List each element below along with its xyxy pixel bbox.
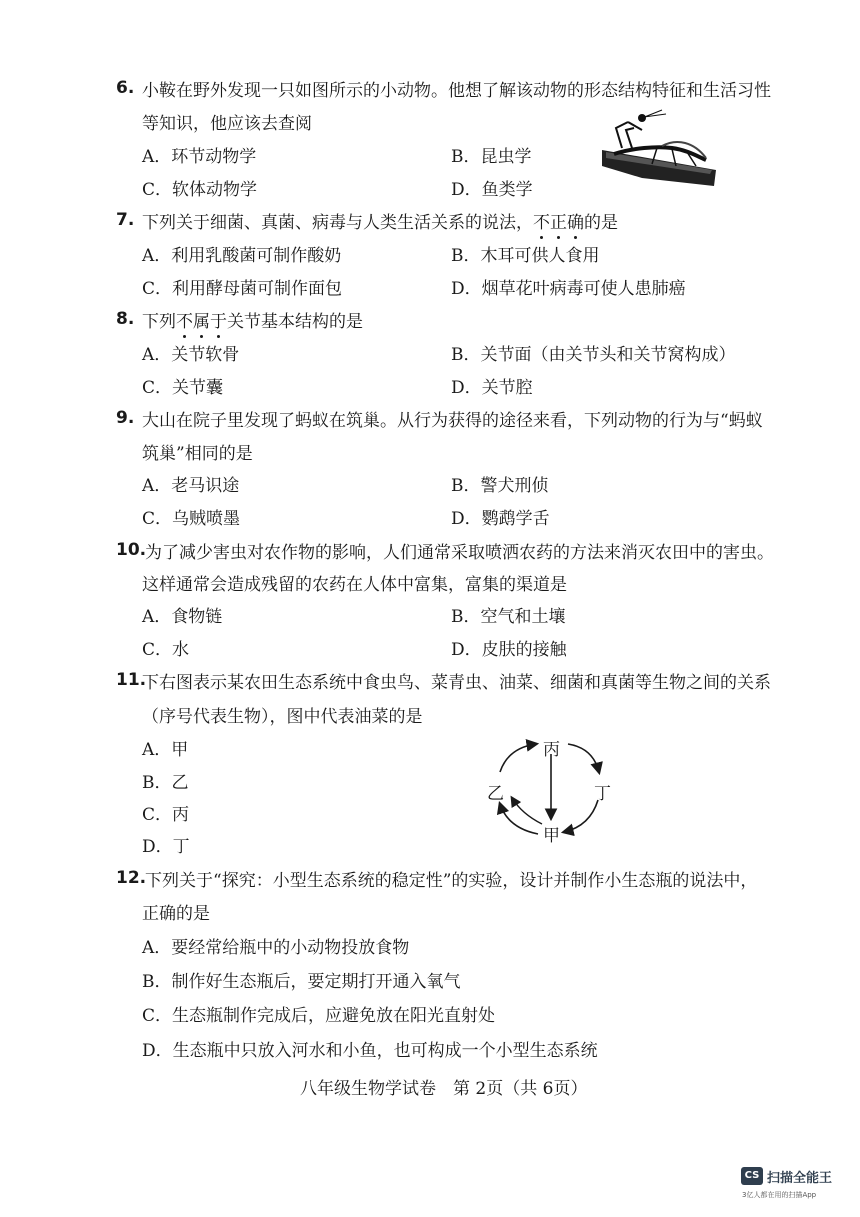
q11-option-a: A．甲 [142,740,189,760]
q8-option-a: A．关节软骨 [142,345,240,365]
q6-number: 6. [116,78,135,98]
diagram-node-right: 丁 [594,784,611,804]
q12-option-d: D．生态瓶中只放入河水和小鱼，也可构成一个小型生态系统 [142,1041,598,1061]
q7-emphasis-3: 确 [567,213,584,233]
q6-option-c: C．软体动物学 [142,180,258,200]
q7-option-b: B．木耳可供人食用 [451,246,600,266]
page-footer: 八年级生物学试卷 第 2页（共 6页） [300,1079,588,1099]
q9-option-b: B．警犬刑侦 [451,476,549,496]
diagram-node-left: 乙 [487,784,504,804]
diagram-node-bottom: 甲 [543,826,560,846]
q8-option-c: C．关节囊 [142,378,224,398]
scanner-app-tagline: 3亿人都在用的扫描App [742,1191,817,1199]
q10-option-b: B．空气和土壤 [451,607,566,627]
q11-option-b: B．乙 [142,773,189,793]
q12-stem-line2: 正确的是 [142,904,210,924]
q12-number: 12. [116,868,147,888]
diagram-node-top: 丙 [543,740,560,760]
q7-option-d: D．烟草花叶病毒可使人患肺癌 [451,279,686,299]
q9-number: 9. [116,408,135,428]
q7-option-c: C．利用酵母菌可制作面包 [142,279,343,299]
q6-stem-line1: 小鞍在野外发现一只如图所示的小动物。他想了解该动物的形态结构特征和生活习性 [142,81,771,101]
q10-option-a: A．食物链 [142,607,223,627]
arrow-left-top [500,744,536,772]
q8-stem [142,307,363,332]
q7-stem [142,208,618,233]
q8-number: 8. [116,309,135,329]
q9-option-a: A．老马识途 [142,476,240,496]
q10-stem-line2: 这样通常会造成残留的农药在人体中富集，富集的渠道是 [142,575,567,595]
q8-emphasis-2: 属 [193,312,210,332]
q12-option-c: C．生态瓶制作完成后，应避免放在阳光直射处 [142,1006,496,1026]
q8-emphasis-3: 于 [210,312,227,332]
scanner-app-name: 扫描全能王 [767,1171,833,1186]
q9-stem-line1: 大山在院子里发现了蚂蚁在筑巢。从行为获得的途径来看，下列动物的行为与“蚂蚁 [142,411,763,431]
q11-stem-line1: 下右图表示某农田生态系统中食虫鸟、菜青虫、油菜、细菌和真菌等生物之间的关系 [142,673,771,693]
q8-stem-pre: 下列 [142,312,176,332]
arrow-bottom-left-inner [512,798,542,824]
q11-option-c: C．丙 [142,805,190,825]
mantis-image [602,108,716,186]
q6-option-d: D．鱼类学 [451,180,533,200]
q7-emphasis-1: 不 [533,213,550,233]
q11-number: 11. [116,670,147,690]
q8-option-d: D．关节腔 [451,378,533,398]
q7-stem-pre: 下列关于细菌、真菌、病毒与人类生活关系的说法， [142,213,533,233]
scanner-logo-icon: CS [741,1167,763,1185]
q9-option-c: C．乌贼喷墨 [142,509,241,529]
q6-option-a: A．环节动物学 [142,147,257,167]
q6-option-b: B．昆虫学 [451,147,532,167]
q7-stem-post: 的是 [584,213,618,233]
q8-emphasis-1: 不 [176,312,193,332]
q8-stem-post: 关节基本结构的是 [227,312,363,332]
q10-stem-line1: 为了减少害虫对农作物的影响，人们通常采取喷洒农药的方法来消灭农田中的害虫。 [145,543,774,563]
q7-emphasis-2: 正 [550,213,567,233]
q12-stem-line1: 下列关于“探究：小型生态系统的稳定性”的实验，设计并制作小生态瓶的说法中， [145,871,758,891]
q10-option-c: C．水 [142,640,190,660]
q10-number: 10. [116,540,147,560]
arrow-right-bottom [564,800,598,832]
q8-option-b: B．关节面（由关节头和关节窝构成） [451,345,736,365]
q12-option-b: B．制作好生态瓶后，要定期打开通入氧气 [142,972,461,992]
q7-number: 7. [116,210,135,230]
q10-option-d: D．皮肤的接触 [451,640,567,660]
q9-stem-line2: 筑巢”相同的是 [142,444,253,464]
q6-stem-line2: 等知识，他应该去查阅 [142,114,312,134]
q9-option-d: D．鹦鹉学舌 [451,509,550,529]
arrow-top-right [568,744,599,772]
q11-stem-line2: （序号代表生物），图中代表油菜的是 [142,707,423,727]
q11-option-d: D．丁 [142,837,190,857]
q7-option-a: A．利用乳酸菌可制作酸奶 [142,246,342,266]
q12-option-a: A．要经常给瓶中的小动物投放食物 [142,938,410,958]
